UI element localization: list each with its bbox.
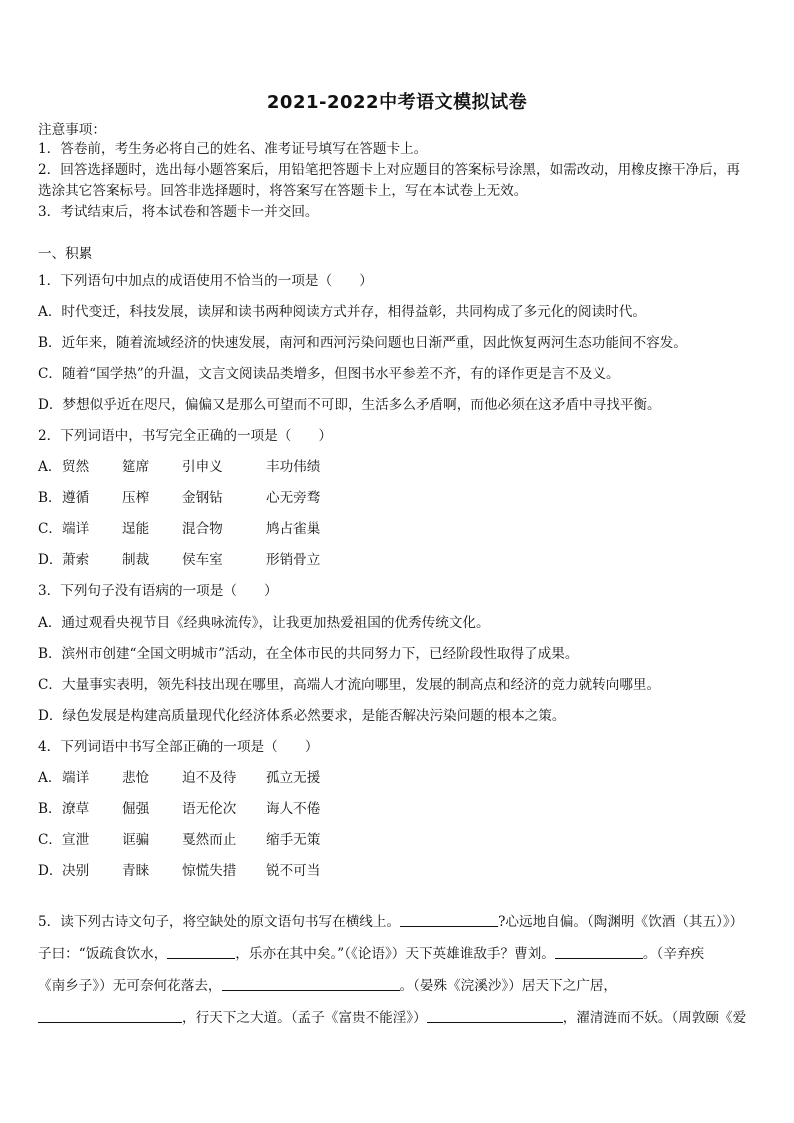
option-word: 萧索 <box>62 552 90 568</box>
question-text: ，行天下之大道。（孟子《富贵不能淫》） <box>182 1010 427 1026</box>
answer-blank[interactable] <box>400 914 498 927</box>
option-word: 缩手无策 <box>266 832 321 848</box>
option-a: A．通过观看央视节目《经典咏流传》，让我更加热爱祖国的优秀传统文化。 <box>38 615 490 631</box>
option-word: 心无旁骛 <box>266 490 321 506</box>
option-label: C． <box>38 521 62 537</box>
option-b <box>38 801 320 817</box>
question-stem: 2．下列词语中，书写完全正确的一项是（ ） <box>38 428 333 444</box>
option-word: 戛然而止 <box>182 832 237 848</box>
option-word: 遵循 <box>62 490 90 506</box>
option-word: 鸠占雀巢 <box>266 521 321 537</box>
option-word: 惊慌失措 <box>182 863 237 879</box>
option-label: D． <box>38 863 63 879</box>
notice-item: 2．回答选择题时，选出每小题答案后，用铅笔把答题卡上对应题目的答案标号涂黑，如需改动，用橡皮擦干净后，再 <box>38 162 740 178</box>
option-d: D．绿色发展是构建高质量现代化经济体系必然要求，是能否解决污染问题的根本之策。 <box>38 708 566 724</box>
answer-blank[interactable] <box>222 978 400 991</box>
notice-item: 选涂其它答案标号。回答非选择题时，将答案写在答题卡上，写在本试卷上无效。 <box>38 183 528 199</box>
option-label: C． <box>38 832 62 848</box>
question-5-line-3 <box>38 978 768 994</box>
notice-heading: 注意事项： <box>38 122 106 138</box>
option-a: A．时代变迁，科技发展，读屏和读书两种阅读方式并存，相得益彰，共同构成了多元化的阅读时代。 <box>38 304 646 320</box>
option-word: 潦草 <box>62 801 90 817</box>
notice-item: 1．答卷前，考生务必将自己的姓名、准考证号填写在答题卡上。 <box>38 141 428 157</box>
answer-blank[interactable] <box>427 1010 563 1023</box>
option-word: 孤立无援 <box>266 770 321 786</box>
option-b: B．滨州市创建“全国文明城市”活动，在全体市民的共同努力下，已经阶段性取得了成果。 <box>38 646 579 662</box>
option-label: A． <box>38 770 62 786</box>
option-d <box>38 552 320 568</box>
question-stem: 1．下列语句中加点的成语使用不恰当的一项是（ ） <box>38 273 373 289</box>
question-text: 《南乡子》）无可奈何花落去， <box>38 978 222 994</box>
question-5-line-2 <box>38 946 768 962</box>
option-label: B． <box>38 490 62 506</box>
option-word: 宣泄 <box>62 832 90 848</box>
question-text: ?心远地自偏。（陶渊明《饮酒（其五）》） <box>498 914 744 930</box>
page-title: 2021-2022中考语文模拟试卷 <box>266 92 528 113</box>
option-a <box>38 770 320 786</box>
answer-blank[interactable] <box>555 946 643 959</box>
option-b: B．近年来，随着流域经济的快速发展，南河和西河污染问题也日渐严重，因此恢复两河生态功能间不容发。 <box>38 335 687 351</box>
option-word: 贸然 <box>62 459 90 475</box>
option-word: 引申义 <box>182 459 223 475</box>
option-c <box>38 521 320 537</box>
question-text: ，乐亦在其中矣。”（《论语》）天下英雄谁敌手？曹刘。 <box>235 946 555 962</box>
option-label: A． <box>38 459 62 475</box>
option-c <box>38 832 320 848</box>
question-stem: 4．下列词语中书写全部正确的一项是（ ） <box>38 739 319 755</box>
option-word: 青睐 <box>122 863 150 879</box>
question-stem: 5．读下列古诗文句子，将空缺处的原文语句书写在横线上。 <box>38 914 401 930</box>
notice-item: 3．考试结束后，将本试卷和答题卡一并交回。 <box>38 204 319 220</box>
answer-blank[interactable] <box>38 1010 182 1023</box>
option-word: 语无伦次 <box>182 801 237 817</box>
option-word: 锐不可当 <box>266 863 321 879</box>
option-word: 形销骨立 <box>266 552 321 568</box>
question-text: ，濯清涟而不妖。（周敦颐《爱 <box>562 1010 747 1026</box>
option-a <box>38 459 320 475</box>
question-text: 子曰：“饭疏食饮水， <box>38 946 168 962</box>
question-text: 。（辛弃疾 <box>642 946 705 962</box>
option-c: C．随着“国学热”的升温，文言文阅读品类增多，但图书水平参差不齐，有的译作更是言不及义。 <box>38 366 620 382</box>
option-label: D． <box>38 552 63 568</box>
option-word: 金钢钻 <box>182 490 223 506</box>
option-word: 悲怆 <box>122 770 150 786</box>
option-word: 制裁 <box>122 552 150 568</box>
option-word: 压榨 <box>122 490 150 506</box>
option-word: 倔强 <box>122 801 150 817</box>
option-b <box>38 490 320 506</box>
option-d: D．梦想似乎近在咫尺，偏偏又是那么可望而不可即，生活多么矛盾啊，而他必须在这矛盾中寻找平衡。 <box>38 397 661 413</box>
option-word: 迫不及待 <box>182 770 237 786</box>
question-stem: 3．下列句子没有语病的一项是（ ） <box>38 583 278 599</box>
question-text: 。（晏殊《浣溪沙》）居天下之广居， <box>399 978 618 994</box>
option-word: 丰功伟绩 <box>266 459 321 475</box>
question-5-line-4 <box>38 1010 768 1026</box>
option-word: 诓骗 <box>122 832 150 848</box>
option-word: 诲人不倦 <box>266 801 321 817</box>
option-word: 混合物 <box>182 521 223 537</box>
section-heading: 一、积累 <box>38 246 93 262</box>
question-5-line-1 <box>38 914 768 930</box>
option-word: 侯车室 <box>182 552 223 568</box>
option-label: B． <box>38 801 62 817</box>
option-c: C．大量事实表明，领先科技出现在哪里，高端人才流向哪里，发展的制高点和经济的竞力就转向哪里。 <box>38 677 661 693</box>
option-word: 端详 <box>62 770 90 786</box>
option-word: 筵席 <box>122 459 150 475</box>
option-word: 决别 <box>62 863 90 879</box>
option-d <box>38 863 320 879</box>
option-word: 端详 <box>62 521 90 537</box>
answer-blank[interactable] <box>167 946 235 959</box>
option-word: 逞能 <box>122 521 150 537</box>
